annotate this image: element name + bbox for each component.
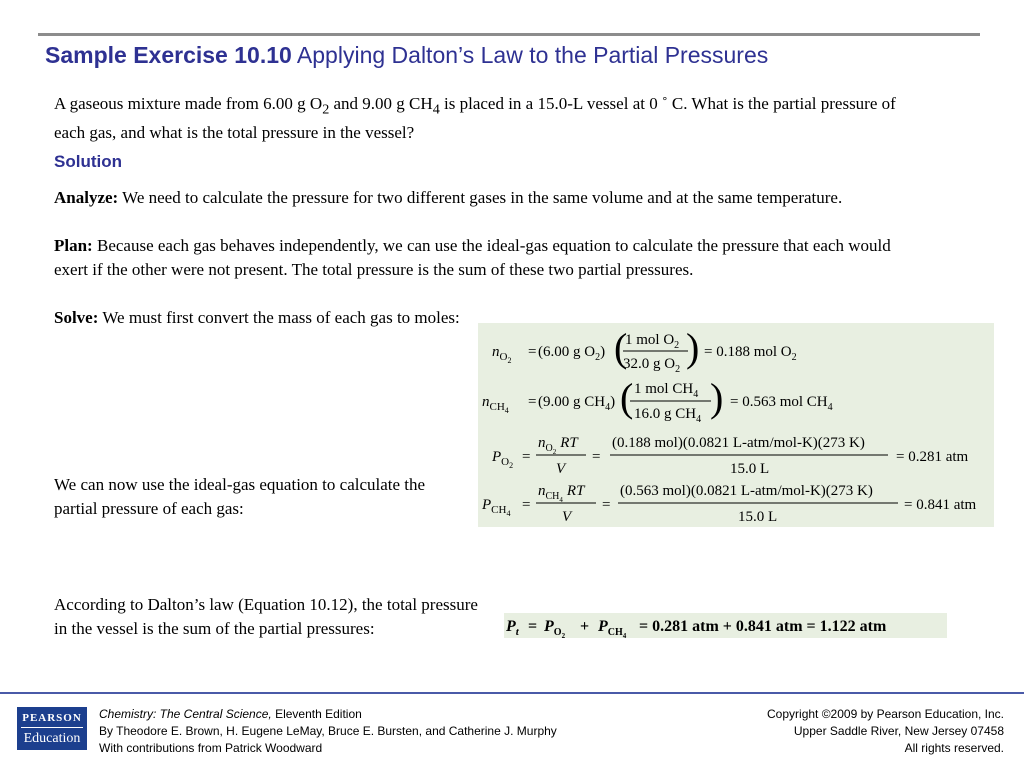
svg-text:PCH4: $P_{CH4}$: [482, 497, 511, 518]
svg-text:nCH4RT: $n_{CH4}RT$: [538, 483, 585, 504]
svg-text:1 mol CH4: 1 mol $CH_4$: [634, 381, 699, 400]
svg-text:V: V: [556, 461, 566, 477]
svg-text:= 0.281 atm + 0.841 atm = 1.12: = 0.281 atm + 0.841 atm = 1.122 atm: [639, 618, 887, 635]
dalton-paragraph: According to Dalton’s law (Equation 10.12), the total pressure in the vessel is the sum of the partial pressures:: [54, 595, 478, 638]
svg-text:= 0.281 atm: = 0.281 atm: [896, 449, 969, 465]
svg-text:): ): [710, 375, 724, 420]
equations-svg: [478, 323, 994, 527]
svg-text:nCH4: $n_{CH4}$: [482, 394, 509, 415]
plan-label: Plan:: [54, 236, 93, 255]
address-line: Upper Saddle River, New Jersey 07458: [793, 724, 1004, 738]
svg-text:+: +: [580, 618, 590, 635]
slide-title: [45, 42, 768, 69]
logo-bottom-text: Education: [23, 731, 81, 746]
equation-pressure-o2: [491, 435, 969, 477]
svg-text:16.0 g CH4: 16.0 g $CH_4$: [634, 406, 702, 425]
analyze-label: Analyze:: [54, 188, 119, 207]
svg-text:32.0 g O2: 32.0 g $O_2$: [623, 356, 681, 375]
title-topic: Applying Dalton’s Law to the Partial Pressures: [296, 42, 769, 68]
svg-text:): ): [686, 325, 700, 370]
svg-text:=: =: [528, 618, 538, 635]
svg-text:(: (: [620, 375, 634, 420]
svg-text:= 0.563 mol CH4: = 0.563 mol $CH_4$: [730, 394, 833, 413]
footer-citation: [99, 706, 557, 757]
top-rule: [38, 33, 980, 36]
svg-text:PCH4: $P_{CH}4$: [598, 618, 627, 638]
svg-text:=: =: [528, 394, 537, 410]
svg-text:1 mol O2: 1 mol $O_2$: [625, 332, 680, 351]
pearson-logo: [17, 707, 87, 750]
svg-text:= 0.188 mol O2: = 0.188 mol $O_2$: [704, 344, 797, 363]
footer-rule: [0, 692, 1024, 694]
ideal-gas-paragraph: We can now use the ideal-gas equation to calculate the partial pressure of each gas:: [54, 475, 426, 518]
svg-text:=: =: [522, 449, 531, 465]
problem-text: is placed in a 15.0-L vessel at 0 ˚ C. What is the partial pressure of each gas, and what is the total pressure in the vessel?: [54, 94, 896, 143]
solution-heading: Solution: [54, 152, 122, 171]
svg-text:=: =: [528, 344, 537, 360]
problem-text: A gaseous mixture made from 6.00 g O: [54, 94, 323, 113]
svg-text:15.0 L: 15.0 L: [730, 461, 770, 477]
svg-text:(9.00 g CH4): (9.00 g $CH_4$): [538, 394, 616, 413]
equation-moles-o2: [492, 325, 797, 375]
total-pressure-panel: [504, 613, 947, 638]
logo-top-text: PEARSON: [22, 712, 82, 724]
svg-text:(0.188 mol)(0.0821 L-atm/mol-K: (0.188 mol)(0.0821 L-atm/mol-K)(273 K): [612, 435, 865, 451]
problem-sub: 2: [322, 101, 330, 118]
footer-copyright: [767, 706, 1004, 757]
solve-paragraph: [54, 306, 479, 330]
book-title: Chemistry: The Central Science,: [99, 707, 272, 721]
analyze-paragraph: [54, 186, 914, 210]
svg-text:=: =: [522, 497, 531, 513]
book-authors: By Theodore E. Brown, H. Eugene LeMay, Bruce E. Bursten, and Catherine J. Murphy: [99, 724, 557, 738]
equation-pressure-ch4: [481, 483, 977, 525]
svg-text:= 0.841 atm: = 0.841 atm: [904, 497, 977, 513]
svg-text:nO2RT: $n_{O2}RT$: [538, 435, 578, 456]
rights-line: All rights reserved.: [904, 741, 1004, 755]
svg-text:Pt: $P_t$: [506, 618, 519, 638]
title-exercise-number: Sample Exercise 10.10: [45, 42, 292, 68]
problem-sub: 4: [432, 101, 440, 118]
svg-text:(6.00 g O2): (6.00 g $O_2$): [538, 344, 606, 363]
equation-moles-ch4: [482, 375, 833, 425]
equation-panel: [478, 323, 994, 527]
svg-text:(0.563 mol)(0.0821 L-atm/mol-K: (0.563 mol)(0.0821 L-atm/mol-K)(273 K): [620, 483, 873, 499]
svg-text:=: =: [592, 449, 601, 465]
svg-text:PO2: $P_O2$: [544, 618, 566, 638]
svg-text:15.0 L: 15.0 L: [738, 509, 778, 525]
book-contributors: With contributions from Patrick Woodward: [99, 741, 323, 755]
svg-text:(: (: [614, 325, 628, 370]
analyze-text: We need to calculate the pressure for two different gases in the same volume and at the same temperature.: [118, 188, 843, 207]
svg-text:PO2: $P_{O2}$: [492, 449, 514, 470]
solve-text: We must first convert the mass of each gas to moles:: [98, 308, 460, 327]
total-pressure-svg: [504, 613, 947, 638]
plan-text: Because each gas behaves independently, we can use the ideal-gas equation to calculate the pressure that each would exert if the other were not present. The total pressure is the sum of these two partial pressures.: [54, 236, 891, 279]
problem-statement: [54, 92, 924, 145]
svg-text:nO2: $n_{O2}$: [492, 344, 512, 365]
svg-text:V: V: [562, 509, 572, 525]
copyright-line: Copyright ©2009 by Pearson Education, Inc.: [767, 707, 1004, 721]
svg-text:=: =: [602, 497, 611, 513]
problem-text: and 9.00 g CH: [329, 94, 433, 113]
book-edition: Eleventh Edition: [271, 707, 362, 721]
logo-divider: [21, 727, 83, 728]
plan-paragraph: [54, 234, 914, 282]
solve-label: Solve:: [54, 308, 99, 327]
